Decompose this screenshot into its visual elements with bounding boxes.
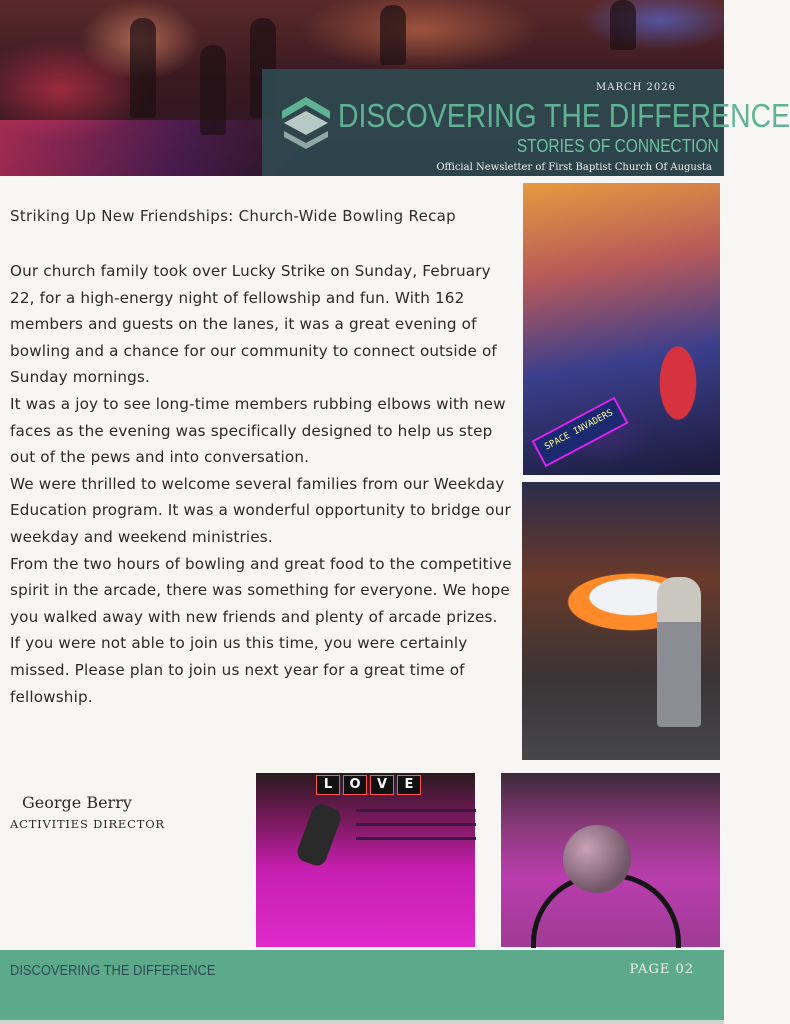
footer-title: DISCOVERING THE DIFFERENCE — [10, 962, 216, 979]
photo-bowler-figure — [295, 802, 344, 869]
footer-divider — [0, 1020, 724, 1024]
banner-person — [610, 0, 636, 50]
author-role: ACTIVITIES DIRECTOR — [10, 817, 165, 831]
love-sign — [316, 775, 421, 793]
photo-air-hockey — [522, 482, 720, 760]
banner-person — [200, 45, 226, 135]
photo-bowling-lane — [256, 773, 475, 947]
article-paragraph: Our church family took over Lucky Strike on Sunday, February 22, for a high-energy night of fellowship and fun. With 162 members and guests on the lanes, it was a great evening of bowling and a chance for our community to connect outside of Sunday mornings. — [10, 262, 497, 387]
article-paragraph: It was a joy to see long-time members rubbing elbows with new faces as the evening was specifically designed to help us step out of the pews and into conversation. — [10, 394, 506, 467]
banner-person — [380, 5, 406, 65]
article-paragraph: If you were not able to join us this time, you were certainly missed. Please plan to join us next year for a great time of fellowship. — [10, 634, 468, 706]
love-letter: L — [316, 775, 340, 795]
banner-photo-floor — [0, 120, 300, 176]
lane-line — [356, 823, 476, 826]
newsletter-subtitle: STORIES OF CONNECTION — [517, 136, 719, 156]
photo-child-bowling-ball — [501, 773, 720, 947]
love-letter: E — [397, 775, 421, 795]
author-name: George Berry — [22, 793, 132, 812]
article-paragraph: From the two hours of bowling and great food to the competitive spirit in the arcade, there was something for everyone. We hope you walked away with new friends and plenty of arcade prizes. — [10, 554, 512, 626]
space-invaders-sign: SPACE INVADERS — [531, 397, 628, 468]
article-body — [10, 258, 520, 710]
page-number: PAGE 02 — [629, 962, 694, 977]
newsletter-tagline: Official Newsletter of First Baptist Church Of Augusta — [436, 162, 712, 173]
bowling-ball — [563, 825, 631, 893]
love-letter: O — [343, 775, 367, 795]
photo-child-figure — [657, 577, 701, 727]
newsletter-title: DISCOVERING THE DIFFERENCE — [338, 97, 790, 134]
lane-line — [356, 809, 476, 812]
article-paragraph: We were thrilled to welcome several families from our Weekday Education program. It was a wonderful opportunity to bridge our weekday and weekend ministries. — [10, 474, 511, 546]
love-letter: V — [370, 775, 394, 795]
banner-person — [130, 18, 156, 118]
issue-date: MARCH 2026 — [596, 82, 676, 93]
header-banner — [0, 0, 790, 176]
lane-line — [356, 837, 476, 840]
article-heading: Striking Up New Friendships: Church-Wide Bowling Recap — [10, 207, 456, 225]
photo-arcade-ride — [523, 183, 720, 475]
church-logo-icon — [280, 95, 332, 151]
